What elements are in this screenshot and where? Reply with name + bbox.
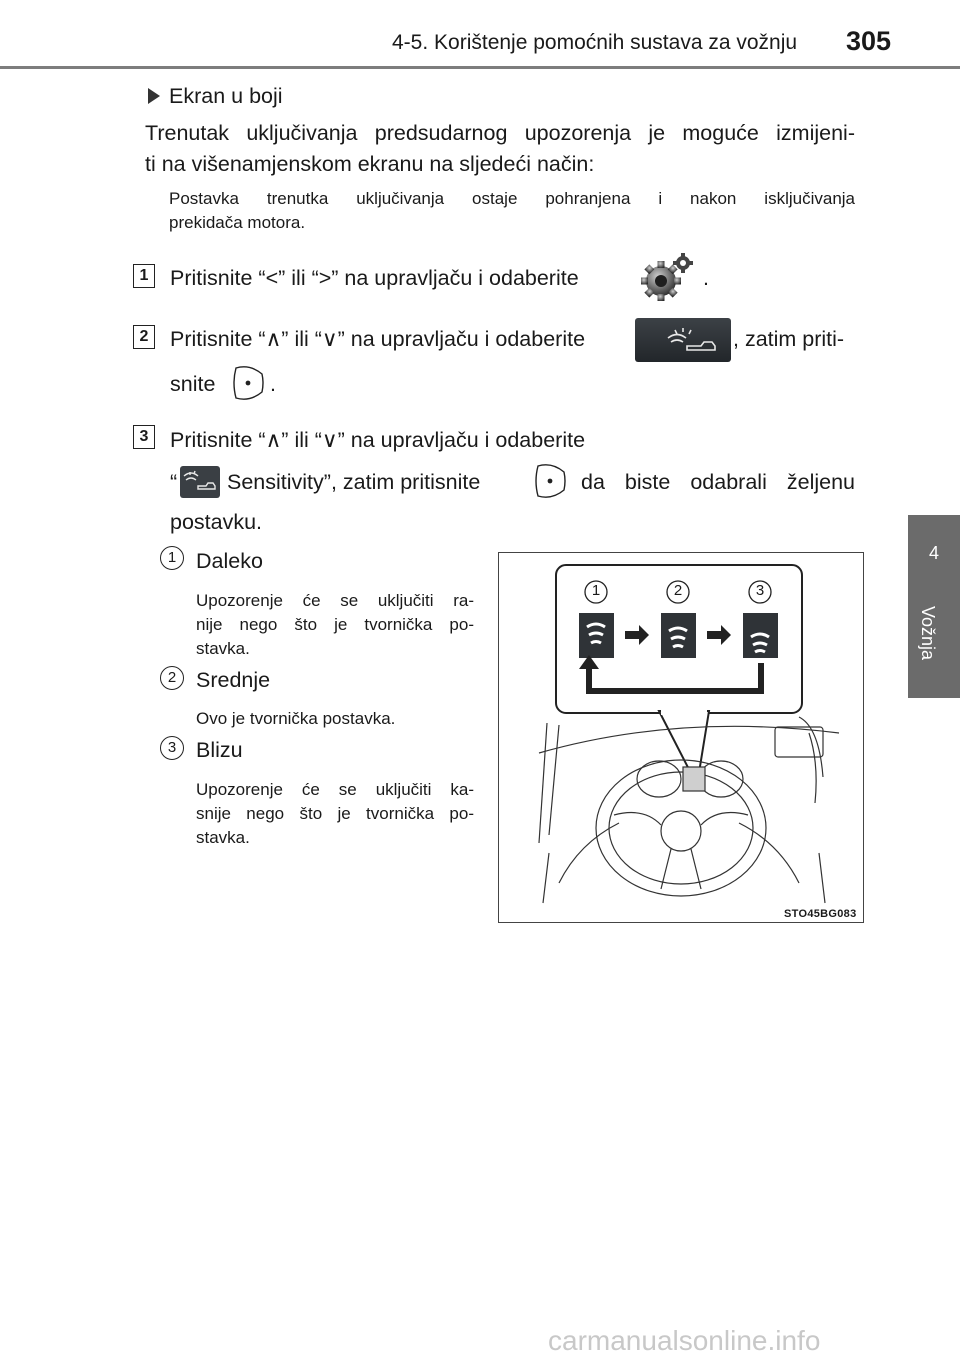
- step-2-text: Pritisnite “∧” ili “∨” na upravljaču i odaberite: [170, 327, 586, 351]
- ok-button-icon: [228, 364, 266, 402]
- step-3-text: Pritisnite “∧” ili “∨” na upravljaču i odaberite: [170, 428, 586, 452]
- figure-label-1: 1: [591, 582, 601, 599]
- sensitivity-icon: [180, 466, 220, 498]
- header-title: 4-5. Korištenje pomoćnih sustava za vožnju: [392, 31, 798, 54]
- header-divider: [0, 66, 960, 69]
- option-title-1: Daleko: [196, 549, 263, 573]
- step-2-end: .: [270, 372, 276, 396]
- illustration-figure: [498, 552, 864, 923]
- sensitivity-screen-1: [579, 613, 614, 658]
- ok-button-icon-2: [530, 462, 568, 500]
- option-number-1: 1: [160, 546, 184, 570]
- chapter-label: Vožnja: [918, 606, 938, 661]
- driving-assist-icon: [635, 318, 731, 362]
- option-desc-3a: Upozorenje će se uključiti ka-: [196, 780, 474, 799]
- step-number-2: 2: [133, 325, 155, 349]
- option-number-3: 3: [160, 736, 184, 760]
- figure-code: STO45BG083: [784, 908, 857, 920]
- step-1-end: .: [703, 266, 709, 290]
- intro-line-2: ti na višenamjenskom ekranu na sljedeći način:: [145, 152, 595, 176]
- step-1-text: Pritisnite “<” ili “>” na upravljaču i odaberite: [170, 266, 579, 290]
- option-title-3: Blizu: [196, 738, 243, 762]
- watermark: carmanualsonline.info: [548, 1325, 821, 1356]
- figure-label-2: 2: [673, 582, 683, 599]
- section-heading: Ekran u boji: [169, 84, 283, 108]
- triangle-bullet-icon: [148, 88, 160, 104]
- step-2-text-line2: snite: [170, 372, 216, 396]
- intro-line-1: Trenutak uključivanja predsudarnog upozorenja je moguće izmijeni-: [145, 121, 855, 145]
- option-number-2: 2: [160, 666, 184, 690]
- page-number: 305: [846, 26, 892, 56]
- option-desc-3b: snije nego što je tvornička po-: [196, 804, 474, 823]
- step-3-end: postavku.: [170, 510, 263, 534]
- step-2-text-cont: , zatim priti-: [733, 327, 845, 351]
- option-title-2: Srednje: [196, 668, 271, 692]
- option-desc-1b: nije nego što je tvornička po-: [196, 615, 474, 634]
- step-number-3: 3: [133, 425, 155, 449]
- step-number-1: 1: [133, 264, 155, 288]
- step-3-sensitivity: Sensitivity”, zatim pritisnite: [227, 470, 481, 494]
- figure-label-3: 3: [755, 582, 765, 599]
- settings-gear-icon: [637, 249, 697, 303]
- option-desc-1a: Upozorenje će se uključiti ra-: [196, 591, 474, 610]
- step-3-select-text: da biste odabrali željenu: [581, 470, 855, 494]
- note-line-1: Postavka trenutka uključivanja ostaje pohranjena i nakon isključivanja: [169, 189, 855, 208]
- option-desc-1c: stavka.: [196, 639, 250, 658]
- note-line-2: prekidača motora.: [169, 213, 306, 232]
- chapter-number: 4: [929, 543, 940, 563]
- step-3-quote: “: [170, 470, 178, 494]
- option-desc-2a: Ovo je tvornička postavka.: [196, 709, 396, 728]
- option-desc-3c: stavka.: [196, 828, 250, 847]
